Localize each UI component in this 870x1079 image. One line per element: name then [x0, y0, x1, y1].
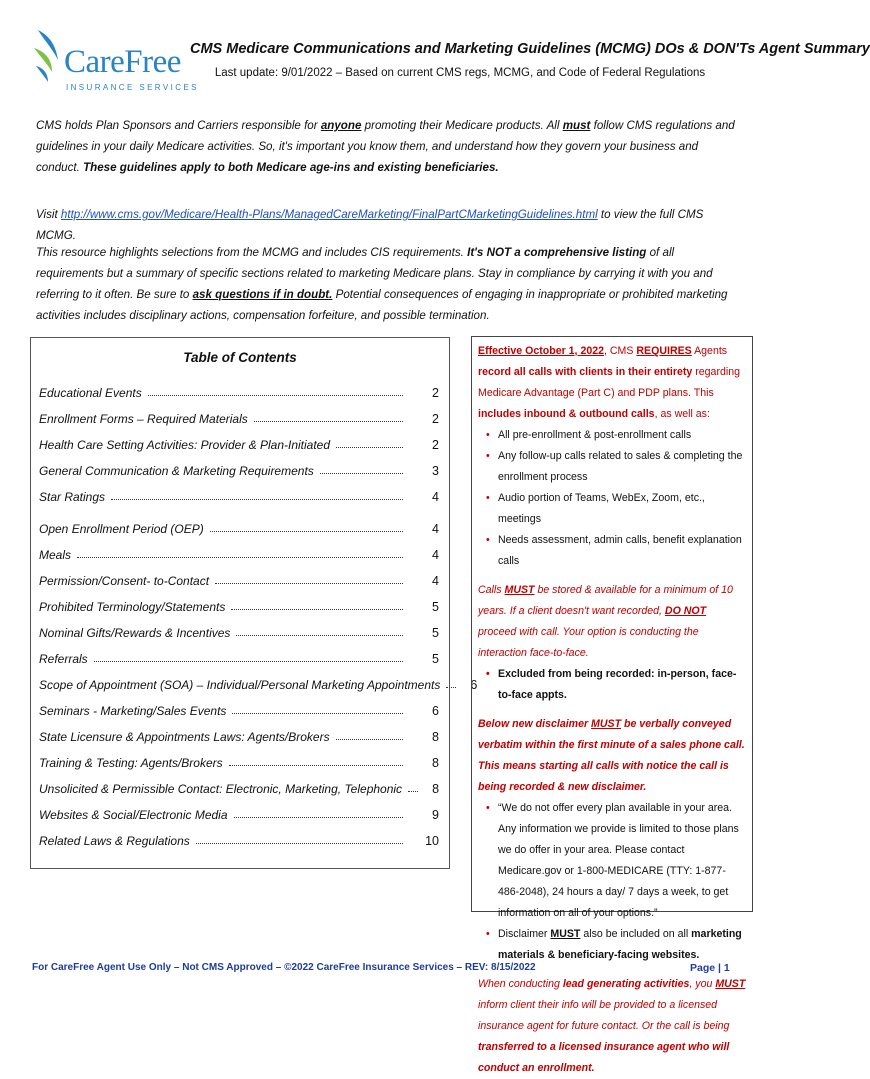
recording-scope-list — [478, 425, 746, 572]
toc-entry[interactable] — [39, 516, 439, 536]
disclaimer-list — [478, 798, 746, 966]
toc-entry[interactable] — [39, 406, 439, 426]
toc-entry-page: 5 — [432, 600, 439, 614]
footer-disclaimer: For CareFree Agent Use Only – Not CMS Approved – ©2022 CareFree Insurance Services – REV: 8/15/2022 — [32, 962, 536, 973]
toc-entry[interactable] — [39, 802, 439, 822]
toc-entry[interactable] — [39, 672, 478, 692]
logo-tagline: INSURANCE SERVICES — [66, 83, 199, 92]
toc-title: Table of Contents — [183, 350, 297, 365]
toc-entry-page: 3 — [432, 464, 439, 478]
list-item: • Disclaimer MUST also be included on all marketing materials & beneficiary-facing websites. — [498, 924, 746, 966]
mcmg-link[interactable]: http://www.cms.gov/Medicare/Health-Plans/ManagedCareMarketing/FinalPartCMarketingGuidelines.html — [60, 208, 598, 221]
toc-entry[interactable] — [39, 828, 439, 848]
toc-entry-label: Related Laws & Regulations — [39, 834, 190, 848]
toc-entry-label: Meals — [39, 548, 72, 562]
resource-paragraph: This resource highlights selections from the MCMG and includes CIS requirements. It's NOT a comprehensive listing of all requirements but a summary of specific sections related to marketing Medicare plans. Stay in compliance by carrying it with you and referring to it often. Be sure to ask questions if in doubt. Potential consequences of engaging in inappropriate or prohibited marketing activities includes disciplinary actions, compensation forfeiture, and possible termination. — [36, 246, 728, 322]
toc-entry-page: 5 — [432, 652, 439, 666]
toc-entry-label: Prohibited Terminology/Statements — [39, 600, 226, 614]
toc-leader-dots — [77, 557, 403, 558]
page-subtitle: Last update: 9/01/2022 – Based on current CMS regs, MCMG, and Code of Federal Regulations — [214, 67, 706, 79]
toc-leader-dots — [234, 817, 403, 818]
toc-entry[interactable] — [39, 458, 439, 478]
toc-leader-dots — [236, 635, 403, 636]
toc-entry-page: 4 — [432, 548, 439, 562]
toc-entry-page: 6 — [432, 704, 439, 718]
toc-entry[interactable] — [39, 620, 439, 640]
toc-entry-label: Websites & Social/Electronic Media — [39, 808, 228, 822]
toc-entry-label: Unsolicited & Permissible Contact: Electronic, Marketing, Telephonic — [39, 782, 403, 796]
exclusion-list — [478, 664, 746, 706]
toc-entry-page: 6 — [470, 678, 478, 692]
toc-leader-dots — [408, 791, 418, 792]
toc-entry-label: State Licensure & Appointments Laws: Agents/Brokers — [39, 730, 330, 744]
toc-entry-label: General Communication & Marketing Requirements — [39, 464, 314, 478]
toc-leader-dots — [148, 395, 403, 396]
list-item: • Needs assessment, admin calls, benefit explanation calls — [498, 530, 746, 572]
toc-leader-dots — [231, 609, 403, 610]
page-number: Page | 1 — [690, 962, 730, 974]
carefree-logo — [30, 26, 199, 98]
lead-generation-requirement: When conducting lead generating activities, you MUST inform client their info will be provided to a licensed insurance agent for future contact. Or the call is being transferred to a licensed insurance agent who will conduct an enrollment. — [478, 978, 746, 1074]
toc-entry[interactable] — [39, 484, 439, 504]
toc-entry[interactable] — [39, 750, 439, 770]
toc-entry[interactable] — [39, 594, 439, 614]
toc-entry-page: 2 — [432, 386, 439, 400]
toc-leader-dots — [215, 583, 403, 584]
toc-entry-page: 10 — [425, 834, 439, 848]
toc-entry-page: 9 — [432, 808, 439, 822]
toc-entry[interactable] — [39, 646, 439, 666]
disclaimer-requirement: Below new disclaimer MUST be verbally conveyed verbatim within the first minute of a sales phone call. This means starting all calls with notice the call is being recorded & new disclaimer. — [478, 718, 745, 793]
storage-requirement: Calls MUST be stored & available for a minimum of 10 years. If a client doesn't want recorded, DO NOT proceed with call. Your option is conducting the interaction face-to-face. — [478, 584, 733, 659]
toc-entry-label: Training & Testing: Agents/Brokers — [39, 756, 223, 770]
toc-entry[interactable] — [39, 776, 439, 796]
toc-leader-dots — [446, 687, 456, 688]
recording-requirement: Effective October 1, 2022, CMS REQUIRES Agents record all calls with clients in their entirety regarding Medicare Advantage (Part C) and PDP plans. This includes inbound & outbound calls, as well as: — [478, 345, 740, 420]
toc-entry-label: Seminars - Marketing/Sales Events — [39, 704, 227, 718]
toc-entry-label: Open Enrollment Period (OEP) — [39, 522, 204, 536]
list-item: • All pre-enrollment & post-enrollment calls — [498, 425, 746, 446]
toc-entry-label: Health Care Setting Activities: Provider & Plan-Initiated — [39, 438, 331, 452]
toc-leader-dots — [196, 843, 403, 844]
toc-entry-page: 2 — [432, 438, 439, 452]
toc-leader-dots — [336, 447, 403, 448]
toc-entry[interactable] — [39, 432, 439, 452]
toc-entry-page: 4 — [432, 522, 439, 536]
visit-paragraph: Visit http://www.cms.gov/Medicare/Health-Plans/ManagedCareMarketing/FinalPartCMarketingGuidelines.html to view the full CMS MCMG. — [36, 208, 704, 242]
toc-entry[interactable] — [39, 568, 439, 588]
toc-entry[interactable] — [39, 380, 439, 400]
page-title: CMS Medicare Communications and Marketing Guidelines (MCMG) DOs & DON'Ts Agent Summary — [190, 41, 870, 57]
toc-entry[interactable] — [39, 724, 439, 744]
toc-leader-dots — [111, 499, 403, 500]
toc-entry-label: Nominal Gifts/Rewards & Incentives — [39, 626, 231, 640]
toc-leader-dots — [229, 765, 403, 766]
logo-wordmark: CareFree — [64, 44, 181, 80]
toc-leader-dots — [254, 421, 403, 422]
toc-leader-dots — [336, 739, 403, 740]
toc-entry-page: 8 — [432, 756, 439, 770]
toc-entry-label: Enrollment Forms – Required Materials — [39, 412, 248, 426]
toc-leader-dots — [232, 713, 403, 714]
toc-entry-label: Educational Events — [39, 386, 142, 400]
toc-entry-page: 8 — [432, 782, 440, 796]
table-of-contents — [30, 337, 478, 869]
toc-entry-page: 4 — [432, 574, 439, 588]
list-item: • Excluded from being recorded: in-person, face-to-face appts. — [498, 664, 746, 706]
toc-leader-dots — [320, 473, 403, 474]
intro-paragraph: CMS holds Plan Sponsors and Carriers responsible for anyone promoting their Medicare products. All must follow CMS regulations and guidelines in your daily Medicare activities. So, it's important you know them, and understand how they govern your business and conduct. These guidelines apply to both Medicare age-ins and existing beneficiaries. — [36, 119, 735, 174]
toc-entry-page: 5 — [432, 626, 439, 640]
toc-entry-label: Star Ratings — [39, 490, 106, 504]
toc-leader-dots — [210, 531, 403, 532]
toc-entry-page: 2 — [432, 412, 439, 426]
toc-entry[interactable] — [39, 698, 439, 718]
list-item: • Any follow-up calls related to sales & completing the enrollment process — [498, 446, 746, 488]
toc-entry-page: 4 — [432, 490, 439, 504]
toc-entry-label: Scope of Appointment (SOA) – Individual/Personal Marketing Appointments — [39, 678, 441, 692]
disclaimer-quote: • “We do not offer every plan available in your area. Any information we provide is limited to those plans we do offer in your area. Please contact Medicare.gov or 1-800-MEDICARE (TTY: 1-877-486-2048), 24 hours a day/ 7 days a week, to get information on all of your options.” — [498, 798, 746, 924]
toc-leader-dots — [94, 661, 403, 662]
toc-entry-page: 8 — [432, 730, 439, 744]
toc-entry-label: Referrals — [39, 652, 88, 666]
toc-entry[interactable] — [39, 542, 439, 562]
toc-entry-label: Permission/Consent- to-Contact — [39, 574, 210, 588]
list-item: • Audio portion of Teams, WebEx, Zoom, etc., meetings — [498, 488, 746, 530]
